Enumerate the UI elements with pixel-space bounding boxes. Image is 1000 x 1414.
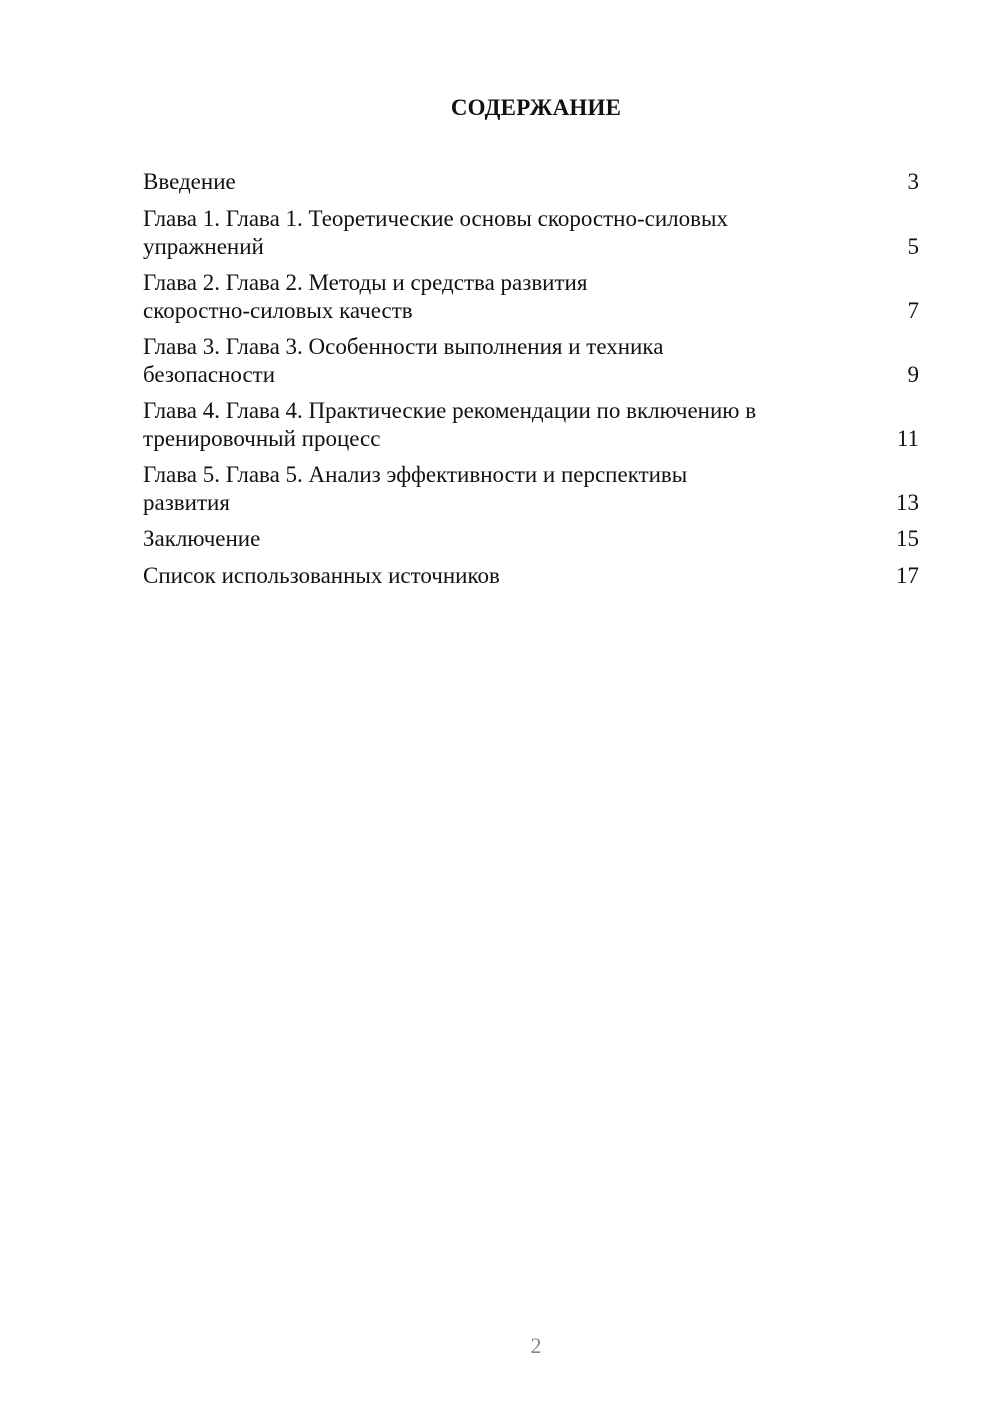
toc-entry-page: 11 — [896, 426, 919, 451]
toc-entry-text: Глава 4. Глава 4. Практические рекомендации по включению в тренировочный процесс — [143, 398, 757, 451]
toc-entry-text: Введение — [143, 169, 236, 194]
toc-entry — [143, 461, 919, 517]
toc-entry-page: 9 — [907, 362, 919, 387]
toc-entry-page: 13 — [896, 490, 919, 515]
table-of-contents — [143, 168, 919, 599]
toc-entry — [143, 562, 919, 590]
toc-entry-text: Глава 2. Глава 2. Методы и средства развития скоростно-силовых качеств — [143, 270, 588, 323]
toc-entry — [143, 205, 919, 261]
toc-entry — [143, 397, 919, 453]
toc-entry-text: Список использованных источников — [143, 563, 500, 588]
toc-entry — [143, 168, 919, 196]
toc-entry — [143, 525, 919, 553]
toc-entry-page: 3 — [907, 169, 919, 194]
page-number: 2 — [530, 1333, 542, 1358]
toc-entry — [143, 333, 919, 389]
toc-entry — [143, 269, 919, 325]
toc-entry-text: Глава 5. Глава 5. Анализ эффективности и перспективы развития — [143, 462, 688, 515]
toc-entry-page: 17 — [896, 563, 919, 588]
page-title: СОДЕРЖАНИЕ — [450, 95, 622, 120]
toc-entry-page: 7 — [907, 298, 919, 323]
toc-entry-text: Глава 3. Глава 3. Особенности выполнения и техника безопасности — [143, 334, 664, 387]
toc-entry-text: Заключение — [143, 526, 261, 551]
toc-entry-page: 5 — [907, 234, 919, 259]
toc-entry-page: 15 — [896, 526, 919, 551]
toc-entry-text: Глава 1. Глава 1. Теоретические основы скоростно-силовых упражнений — [143, 206, 728, 259]
